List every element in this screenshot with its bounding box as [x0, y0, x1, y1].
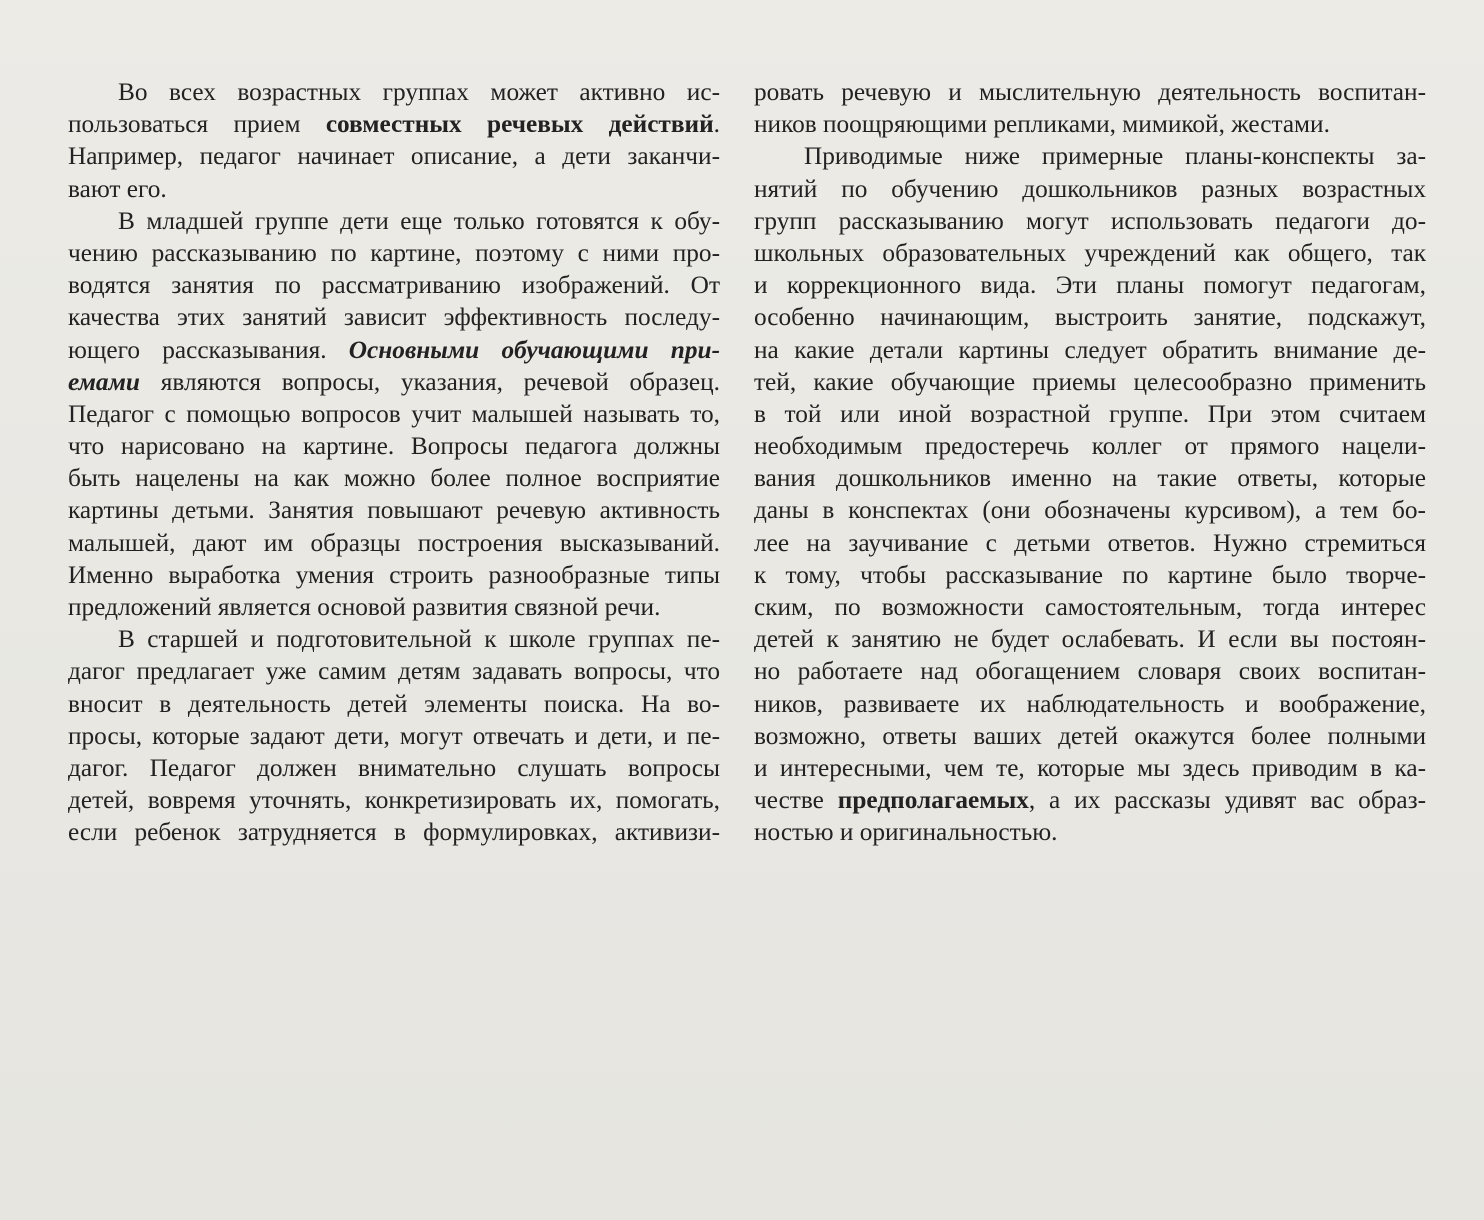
text-segment: групп рассказыванию могут использовать педагоги до- — [754, 206, 1426, 235]
text-segment: честве — [754, 786, 838, 815]
text-segment: Педагог с помощью вопросов учит малышей называть то, — [68, 399, 720, 428]
text-line — [754, 816, 1426, 848]
text-segment: особенно начинающим, выстроить занятие, подскажут, — [754, 303, 1426, 332]
text-line — [68, 559, 720, 591]
text-line — [754, 205, 1426, 237]
text-line — [754, 655, 1426, 687]
text-line — [754, 366, 1426, 398]
text-segment: что нарисовано на картине. Вопросы педагога должны — [68, 432, 720, 461]
text-line — [754, 591, 1426, 623]
text-line — [68, 655, 720, 687]
text-line — [68, 591, 720, 623]
text-segment: нятий по обучению дошкольников разных возрастных — [754, 174, 1426, 203]
text-segment: дагог предлагает уже самим детям задавать вопросы, что — [68, 657, 720, 686]
text-segment: пользоваться прием — [68, 110, 326, 139]
text-line — [754, 398, 1426, 430]
text-line — [68, 366, 720, 398]
text-line — [68, 398, 720, 430]
text-segment: качества этих занятий зависит эффективность последу- — [68, 303, 720, 332]
text-segment: ровать речевую и мыслительную деятельность воспитан- — [754, 78, 1426, 106]
text-line — [68, 784, 720, 816]
text-segment: и коррекционного вида. Эти планы помогут педагогам, — [754, 271, 1426, 300]
text-segment: , а их рассказы удивят вас образ- — [1028, 786, 1426, 815]
text-segment: ющего рассказывания. — [68, 335, 349, 364]
text-line — [68, 76, 720, 108]
text-line — [754, 140, 1426, 172]
text-segment: Например, педагог начинает описание, а дети заканчи- — [68, 142, 720, 171]
text-segment: но работаете над обогащением словаря своих воспитан- — [754, 657, 1426, 686]
text-segment: необходимым предостеречь коллег от прямого нацели- — [754, 432, 1426, 461]
text-segment: дагог. Педагог должен внимательно слушать вопросы — [68, 753, 720, 782]
text-segment: водятся занятия по рассматриванию изображений. От — [68, 271, 720, 300]
text-segment: являются вопросы, указания, речевой образец. — [139, 367, 720, 396]
text-segment: ностью и оригинальностью. — [754, 818, 1058, 847]
text-segment: картины детьми. Занятия повышают речевую активность — [68, 496, 720, 525]
text-line — [754, 623, 1426, 655]
text-line — [754, 173, 1426, 205]
text-segment: предложений является основой развития связной речи. — [68, 593, 661, 621]
text-line — [68, 720, 720, 752]
text-line — [68, 173, 720, 205]
text-segment: Приводимые ниже примерные планы-конспекты за- — [804, 142, 1426, 171]
text-segment: просы, которые задают дети, могут отвечать и дети, и пе- — [68, 721, 720, 750]
text-line — [68, 205, 720, 237]
text-segment: . — [713, 110, 720, 139]
text-line — [754, 430, 1426, 462]
text-line — [68, 462, 720, 494]
text-segment: ников, развиваете их наблюдательность и воображение, — [754, 689, 1426, 718]
emphasis-text: емами — [68, 367, 140, 396]
text-segment: даны в конспектах (они обозначены курсивом), а тем бо- — [754, 496, 1426, 525]
text-line — [68, 140, 720, 172]
text-segment: если ребенок затрудняется в формулировках, активизи- — [68, 818, 720, 847]
emphasis-text: Основными обучающими при- — [348, 335, 720, 364]
text-segment: вносит в деятельность детей элементы поиска. На во- — [68, 689, 720, 718]
text-line — [68, 816, 720, 848]
text-line — [754, 301, 1426, 333]
text-segment: чению рассказыванию по картине, поэтому с ними про- — [68, 238, 720, 267]
text-segment: В младшей группе дети еще только готовятся к обу- — [118, 206, 720, 235]
text-segment: ским, по возможности самостоятельным, тогда интерес — [754, 593, 1426, 621]
text-line — [754, 784, 1426, 816]
text-segment: вают его. — [68, 174, 167, 203]
text-line — [754, 559, 1426, 591]
text-line — [68, 108, 720, 140]
text-segment: малышей, дают им образцы построения высказываний. — [68, 528, 720, 557]
text-segment: Во всех возрастных группах может активно ис- — [118, 78, 720, 106]
text-segment: возможно, ответы ваших детей окажутся более полными — [754, 721, 1426, 750]
text-segment: школьных образовательных учреждений как общего, так — [754, 238, 1426, 267]
text-line — [68, 752, 720, 784]
text-line — [754, 688, 1426, 720]
text-line — [68, 430, 720, 462]
text-segment: ников поощряющими репликами, мимикой, жестами. — [754, 110, 1330, 139]
text-line — [754, 527, 1426, 559]
bleed-through-shadow — [70, 900, 720, 1200]
emphasis-text: предполагаемых — [837, 786, 1029, 815]
text-line — [68, 527, 720, 559]
text-line — [754, 76, 1426, 108]
text-line — [68, 688, 720, 720]
text-line — [754, 237, 1426, 269]
emphasis-text: совместных речевых действий — [325, 110, 714, 139]
text-line — [754, 269, 1426, 301]
text-line — [68, 269, 720, 301]
text-line — [68, 334, 720, 366]
text-segment: на какие детали картины следует обратить внимание де- — [754, 335, 1426, 364]
text-line — [754, 462, 1426, 494]
text-line — [754, 752, 1426, 784]
text-segment: детей, вовремя уточнять, конкретизировать их, помогать, — [68, 786, 720, 815]
text-line — [754, 720, 1426, 752]
text-segment: тей, какие обучающие приемы целесообразно применить — [754, 367, 1426, 396]
text-line — [754, 494, 1426, 526]
text-segment: и интересными, чем те, которые мы здесь приводим в ка- — [754, 753, 1426, 782]
text-segment: лее на заучивание с детьми ответов. Нужно стремиться — [754, 528, 1426, 557]
right-text-column — [754, 76, 1426, 849]
text-line — [754, 108, 1426, 140]
text-segment: к тому, чтобы рассказывание по картине было творче- — [754, 560, 1426, 589]
text-line — [68, 237, 720, 269]
text-line — [754, 334, 1426, 366]
text-segment: В старшей и подготовительной к школе группах пе- — [118, 625, 720, 654]
text-segment: быть нацелены на как можно более полное восприятие — [68, 464, 720, 493]
text-segment: в той или иной возрастной группе. При этом считаем — [754, 399, 1426, 428]
text-line — [68, 623, 720, 655]
left-text-column — [68, 76, 720, 849]
text-line — [68, 494, 720, 526]
text-segment: детей к занятию не будет ослабевать. И если вы постоян- — [754, 625, 1426, 654]
text-segment: вания дошкольников именно на такие ответы, которые — [754, 464, 1426, 493]
text-line — [68, 301, 720, 333]
text-segment: Именно выработка умения строить разнообразные типы — [68, 560, 720, 589]
